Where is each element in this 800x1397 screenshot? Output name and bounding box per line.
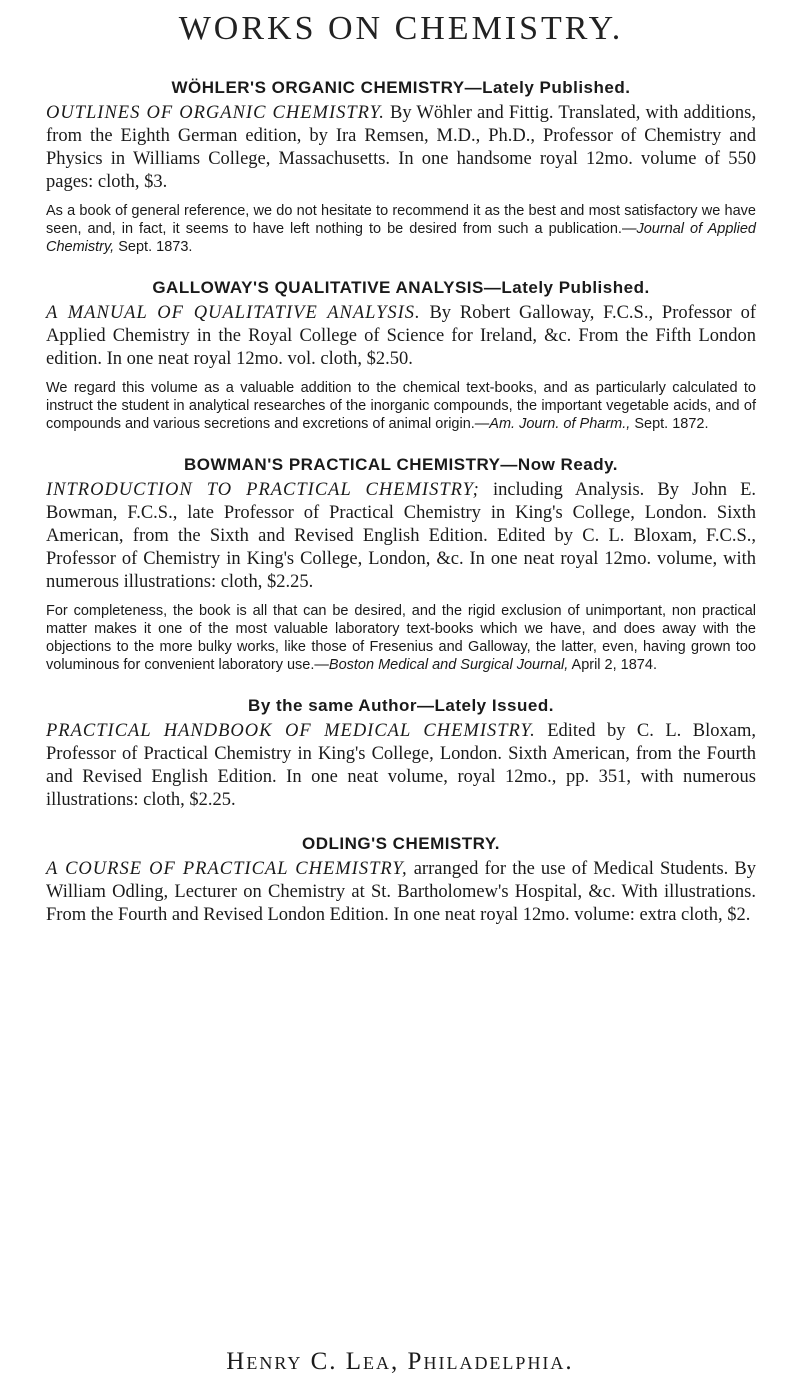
review-source: Am. Journ. of Pharm.,: [489, 416, 631, 432]
book-entry-galloway: [46, 278, 756, 433]
entry-description: [46, 479, 756, 594]
entry-description: [46, 102, 756, 194]
book-title: PRACTICAL HANDBOOK OF MEDICAL CHEMISTRY.: [46, 721, 536, 741]
entry-heading: By the same Author—Lately Issued.: [248, 696, 554, 715]
review-text: We regard this volume as a valuable addition to the chemical text-books, and as particularly calculated to instruct the student in analytical researches of the inorganic compounds, the important vegetable acids, and of compounds and various secretions and excretions of animal origin.—: [46, 380, 756, 432]
review-quote: [46, 202, 756, 256]
book-details: By Robert Galloway, F.C.S., Professor of Applied Chemistry in the Royal College of Science for Ireland, &c. From the Fifth London edition. In one neat royal 12mo. vol. cloth, $2.50.: [46, 303, 756, 369]
book-title: A COURSE OF PRACTICAL CHEMISTRY,: [46, 859, 408, 879]
page-title: WORKS ON CHEMISTRY.: [178, 10, 624, 47]
review-source: Boston Medical and Surgical Journal,: [328, 657, 569, 673]
book-details: including Analysis. By John E. Bowman, F.C.S., late Professor of Practical Chemistry in King's College, London. Sixth American, from the Sixth and Revised English Edition. Edited by C. L. Bloxam, F.C.S., Professor of Chemistry in King's College, London, &c. In one neat royal 12mo. volume, with numerous illustrations: cloth, $2.25.: [46, 480, 757, 592]
book-title: OUTLINES OF ORGANIC CHEMISTRY.: [46, 103, 385, 123]
review-quote: [46, 602, 756, 674]
review-date: April 2, 1874.: [568, 657, 657, 673]
publisher-imprint: Henry C. Lea, Philadelphia.: [226, 1348, 574, 1375]
review-text: As a book of general reference, we do not hesitate to recommend it as the best and most satisfactory we have seen, and, in fact, it seems to have left nothing to be desired from such a publication.—: [46, 203, 756, 237]
review-date: Sept. 1873.: [114, 239, 193, 255]
review-quote: [46, 379, 756, 433]
book-entry-bloxam: [46, 696, 756, 812]
entry-description: [46, 720, 756, 812]
book-details: Edited by C. L. Bloxam, Professor of Practical Chemistry in King's College, London. Sixth American, from the Fourth and Revised English Edition. In one neat volume, royal 12mo., pp. 351, with numerous illustrations: cloth, $2.25.: [46, 721, 756, 810]
book-details: By Wöhler and Fittig. Translated, with additions, from the Eighth German edition, by Ira Remsen, M.D., Ph.D., Professor of Chemistry and Physics in Williams College, Massachusetts. In one handsome royal 12mo. volume of 550 pages: cloth, $3.: [46, 103, 757, 192]
entry-heading: ODLING'S CHEMISTRY.: [301, 834, 501, 853]
review-source: Journal of Applied Chemistry,: [46, 221, 756, 255]
book-details: arranged for the use of Medical Students. By William Odling, Lecturer on Chemistry at St. Bartholomew's Hospital, &c. With illustrations. From the Fourth and Revised London Edition. In one neat royal 12mo. volume: extra cloth, $2.: [46, 859, 757, 925]
book-title: A MANUAL OF QUALITATIVE ANALYSIS.: [46, 303, 421, 323]
entry-description: [46, 302, 756, 371]
entry-heading: BOWMAN'S PRACTICAL CHEMISTRY—Now Ready.: [183, 455, 619, 474]
review-date: Sept. 1872.: [630, 416, 709, 432]
entry-description: [46, 858, 756, 927]
book-entry-odling: [46, 834, 756, 927]
entry-heading: GALLOWAY'S QUALITATIVE ANALYSIS—Lately Published.: [152, 278, 650, 297]
review-text: For completeness, the book is all that can be desired, and the rigid exclusion of unimportant, non practical matter makes it one of the most valuable laboratory text-books which we have, and does away with the objections to the more bulky works, like those of Fresenius and Galloway, the latter, even, having grown too voluminous for convenient laboratory use.—: [46, 603, 756, 673]
book-title: INTRODUCTION TO PRACTICAL CHEMISTRY;: [46, 480, 480, 500]
entry-heading: WÖHLER'S ORGANIC CHEMISTRY—Lately Published.: [171, 78, 631, 97]
book-entry-wohler: [46, 78, 756, 256]
book-entry-bowman: [46, 455, 756, 674]
